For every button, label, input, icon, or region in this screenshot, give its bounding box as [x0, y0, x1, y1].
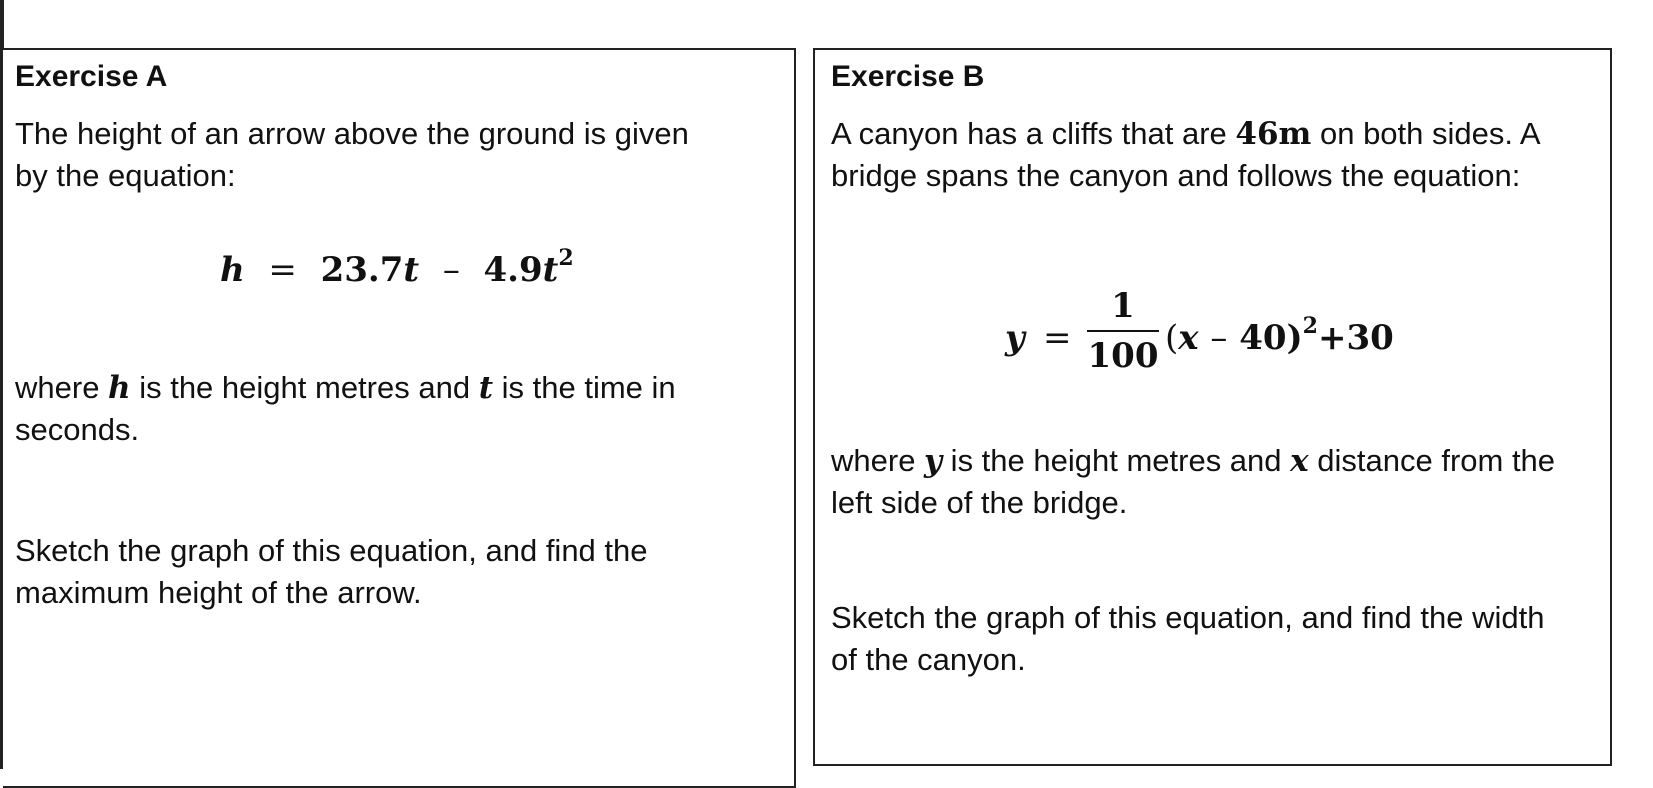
eq-b-frac-den: 100: [1087, 336, 1159, 376]
eq-b-var-x: x: [1178, 318, 1199, 358]
eq-b-plus: +: [1317, 318, 1347, 358]
exercise-a-title: Exercise A: [15, 60, 168, 93]
eq-b-frac-num: 1: [1111, 286, 1135, 326]
exercise-a-intro: The height of an arrow above the ground is given by the equation:: [15, 116, 689, 193]
where-a-middle: is the height metres and: [130, 370, 479, 405]
eq-a-term1-coef: 23.7: [320, 250, 404, 290]
eq-a-term2-exp: 2: [558, 245, 574, 271]
eq-b-frac-bar: [1087, 330, 1159, 332]
where-b-var-x: x: [1290, 443, 1309, 479]
where-a-suffix: is the time in seconds.: [15, 370, 676, 447]
where-b-suffix: distance from the left side of the bridge.: [831, 443, 1556, 520]
cliff-height-value: 46m: [1235, 116, 1312, 152]
eq-b-shift: 40: [1239, 318, 1287, 358]
intro-b-prefix: A canyon has a cliffs that are: [831, 116, 1236, 151]
eq-b-lhs: y: [1005, 318, 1025, 358]
eq-b-const: 30: [1346, 318, 1394, 358]
eq-a-term2-coef: 4.9: [483, 250, 543, 290]
where-a-prefix: where: [15, 370, 109, 405]
exercise-b-where: [831, 440, 1601, 524]
where-a-var-h: h: [108, 370, 131, 406]
eq-b-paren-close: ): [1286, 318, 1303, 358]
exercise-b-intro: [831, 113, 1601, 197]
eq-b-fraction: [1085, 286, 1161, 386]
exercise-a-task: Sketch the graph of this equation, and find the maximum height of the arrow.: [15, 533, 648, 610]
exercise-b-equation: [1005, 286, 1425, 386]
eq-b-paren-open: (: [1165, 318, 1179, 358]
exercise-a-equation: [220, 245, 574, 290]
eq-b-equals: =: [1043, 318, 1072, 358]
exercise-b-card: [813, 48, 1612, 766]
intro-b-suffix: on both sides. A bridge spans the canyon and follows the equation:: [831, 116, 1539, 193]
eq-b-exp: 2: [1302, 313, 1318, 339]
exercise-b-task: Sketch the graph of this equation, and find the width of the canyon.: [831, 600, 1545, 677]
eq-a-minus: –: [442, 250, 460, 290]
where-a-var-t: t: [478, 370, 494, 406]
where-b-var-y: y: [924, 443, 943, 479]
eq-a-term2-var: t: [542, 250, 559, 290]
eq-b-minus: –: [1210, 318, 1228, 358]
window-edge-top: [0, 0, 4, 48]
exercise-a-where: [15, 367, 785, 451]
where-b-middle: is the height metres and: [942, 443, 1291, 478]
eq-b-expression: [1165, 313, 1394, 358]
eq-a-lhs: h: [220, 250, 245, 290]
exercise-a-card: [3, 48, 796, 788]
eq-a-term1-var: t: [403, 250, 420, 290]
eq-a-equals: =: [268, 250, 297, 290]
where-b-prefix: where: [831, 443, 925, 478]
exercise-b-title: Exercise B: [831, 60, 985, 93]
